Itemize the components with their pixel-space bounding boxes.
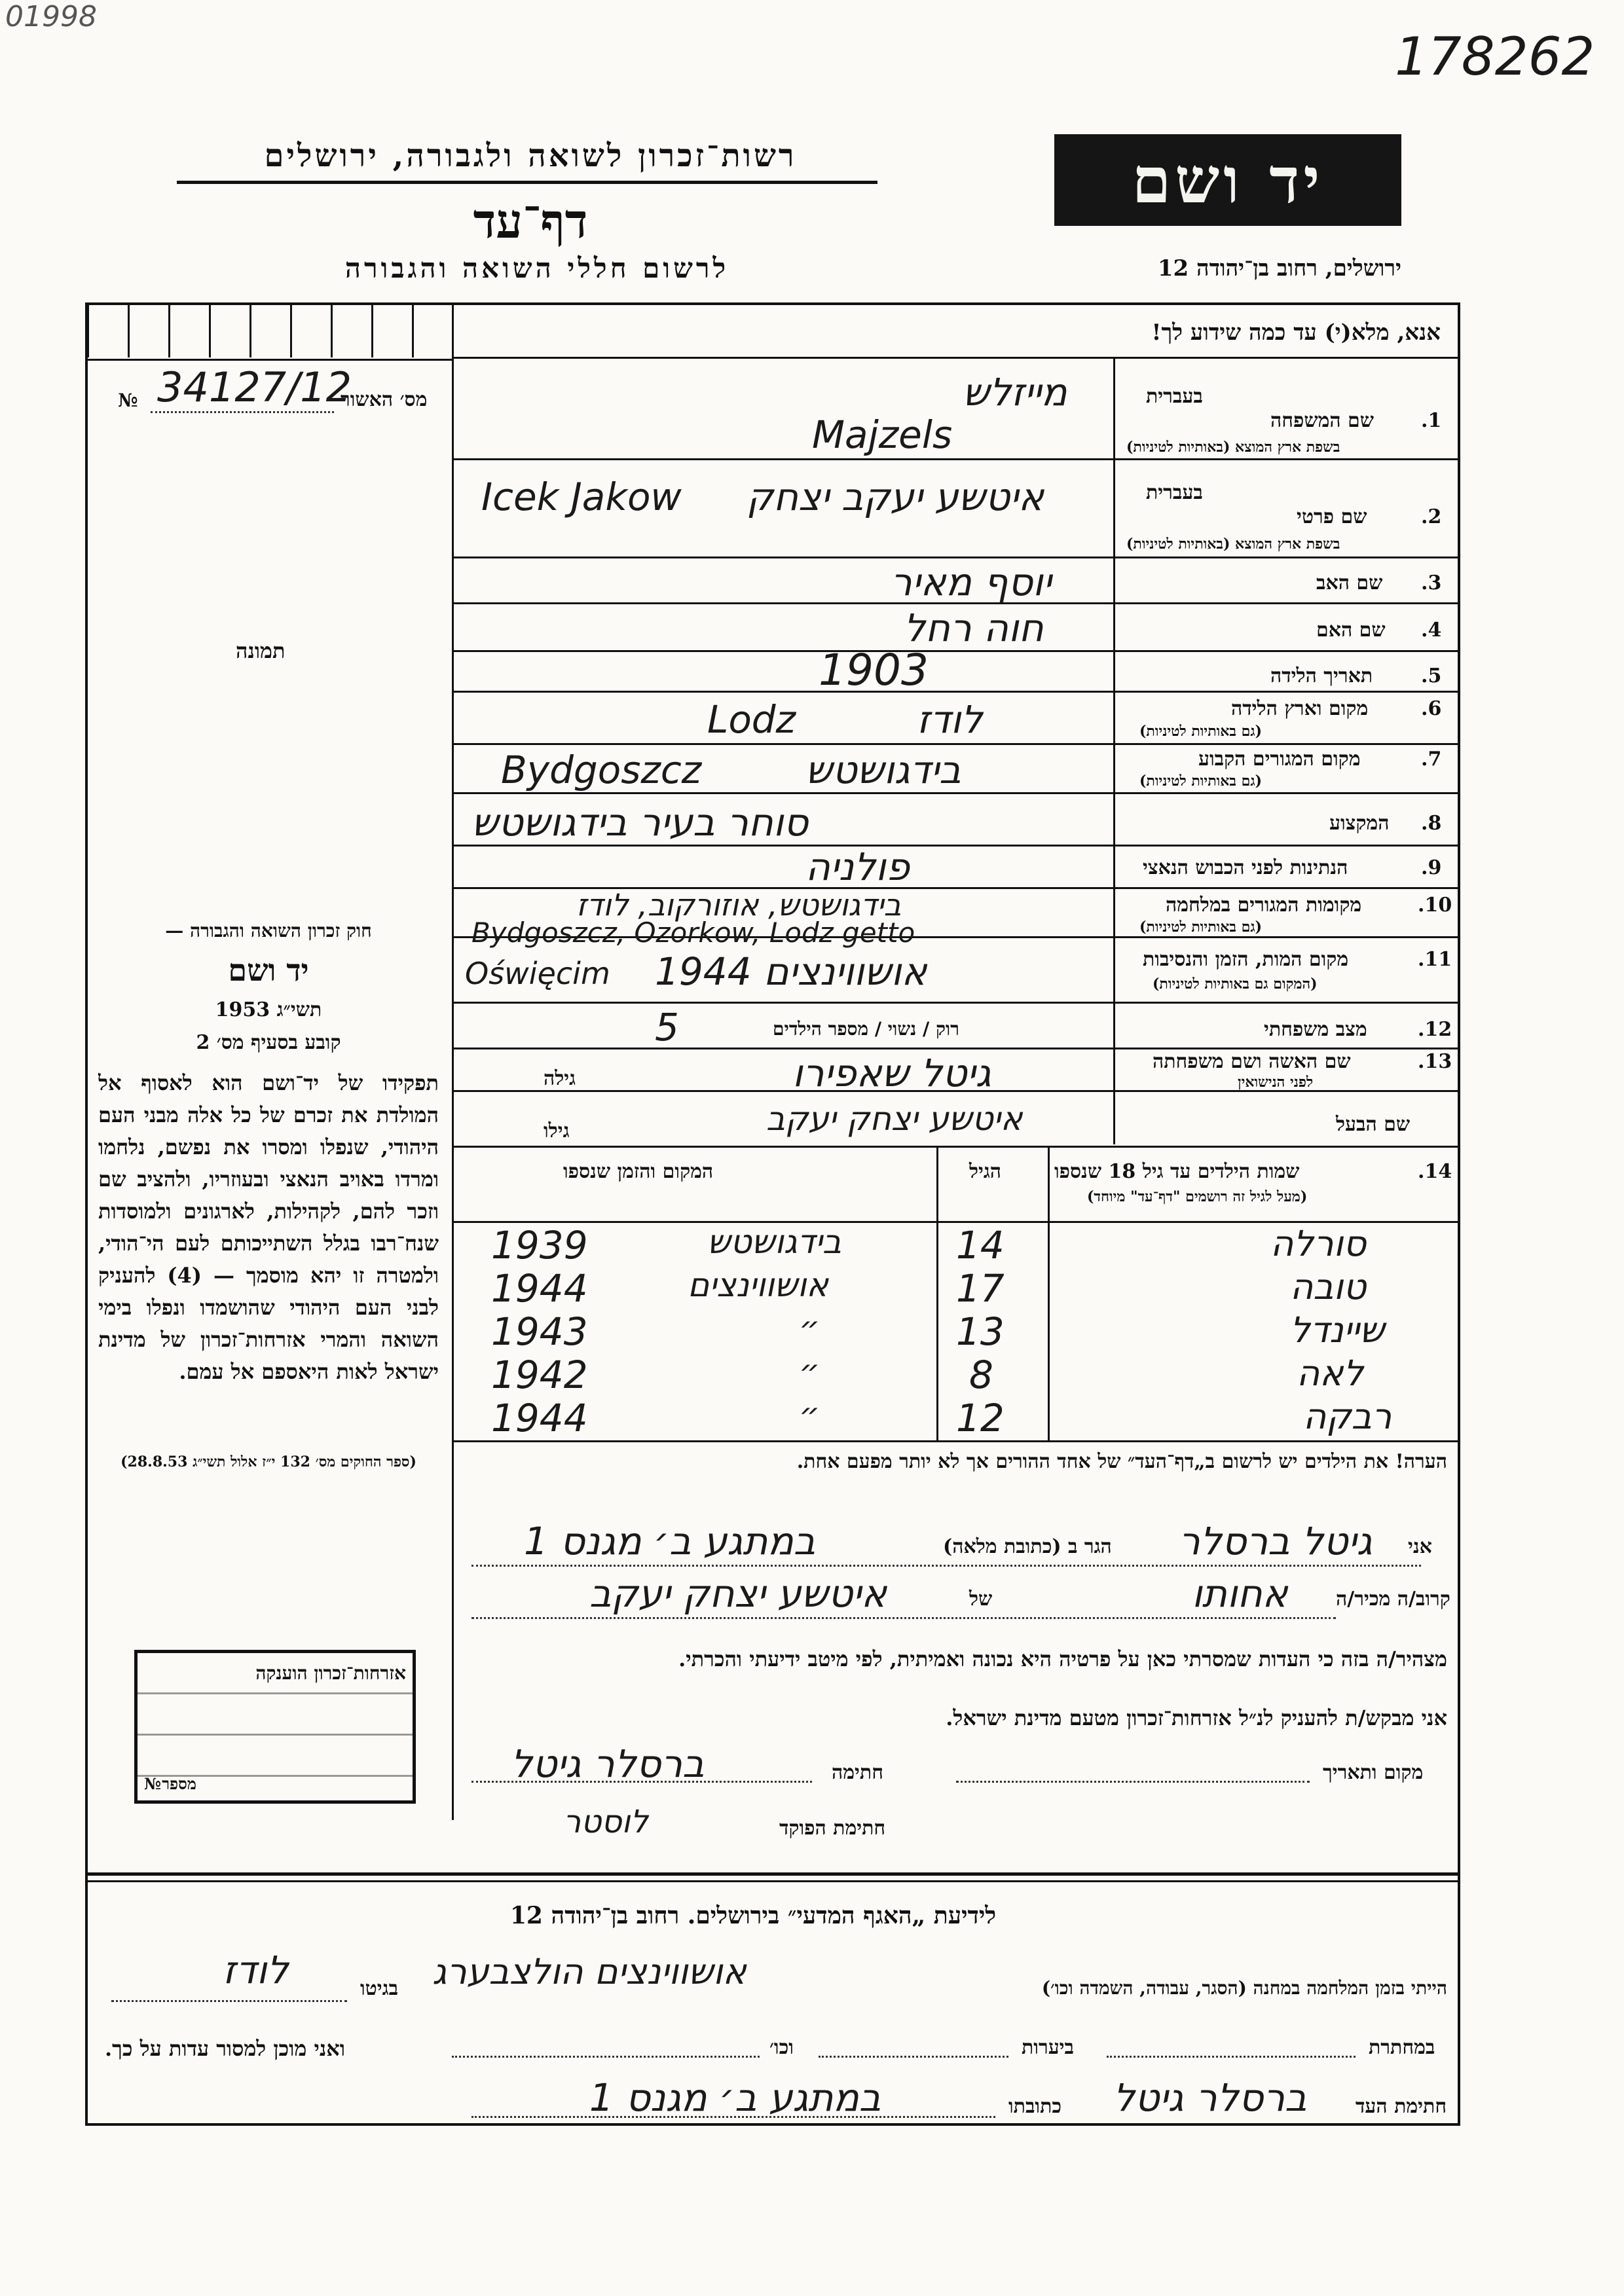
- child-year: 1942: [491, 1353, 588, 1397]
- f1-latin-value: Majzels: [812, 412, 953, 457]
- f1-sub: בשפת ארץ המוצא (באותיות לטיניות): [1126, 439, 1340, 456]
- decl-shel: של: [969, 1588, 993, 1611]
- child-place: ״: [799, 1309, 821, 1347]
- f10-hebrew-value: בידגושטש, אוזורקוב, לודז: [576, 887, 902, 922]
- archive-number-top-left: 01998: [5, 0, 97, 33]
- witness-address-label: כתובתו: [1008, 2095, 1062, 2118]
- f3-num: 3.: [1421, 572, 1442, 594]
- f13-sub: לפני הנישואין: [1238, 1074, 1314, 1091]
- f9-value: פולניה: [805, 845, 910, 889]
- children-note: הערה! את הילדים יש לרשום ב„דף־העד״ של אחד ההורים אך לא יותר מפעם אחת.: [796, 1450, 1447, 1473]
- witness-address: במתגע ב׳ מגנס 1: [589, 2075, 881, 2120]
- org-underline: [177, 181, 877, 184]
- child-age: 12: [956, 1396, 1005, 1440]
- f7-latin-value: Bydgoszcz: [501, 748, 702, 792]
- f12-label: מצב משפחתי: [1264, 1018, 1367, 1041]
- f6-label: מקום וארץ הלידה: [1231, 697, 1369, 720]
- reg-no-symbol: №: [118, 390, 138, 411]
- f10-sub: (גם באותיות לטיניות): [1139, 919, 1263, 936]
- law-year: תשי״ג 1953: [215, 998, 322, 1021]
- child-row: [452, 1309, 1460, 1353]
- witness-sig-label: חתימת העד: [1356, 2095, 1447, 2118]
- f12-num: 12.: [1418, 1018, 1452, 1041]
- child-year: 1944: [491, 1396, 588, 1440]
- left-column-divider: [452, 302, 454, 1820]
- reg-no-value: 34127/12: [157, 363, 352, 411]
- bottom-section-rule: [85, 1872, 1460, 1876]
- bottom-title: לידיעת „האגף המדעי״ בירושלים. רחוב בן־יהודה 12: [509, 1902, 997, 1929]
- address: ירושלים, רחוב בן־יהודה 12: [1157, 255, 1401, 282]
- f2-hebrew-value: איטשע יעקב יצחק: [747, 475, 1044, 519]
- f7-label: מקום המגורים הקבוע: [1198, 748, 1361, 771]
- forests-label: ביערות: [1022, 2036, 1075, 2059]
- f8-num: 8.: [1421, 812, 1442, 835]
- f4-value: חוה רחל: [904, 606, 1044, 650]
- f7-sub: (גם באותיות לטיניות): [1139, 773, 1263, 790]
- decl-relation-label: קרוב/ה מכיר/ה: [1336, 1588, 1450, 1611]
- f9-num: 9.: [1421, 856, 1442, 879]
- decl-officer-label: חתימת הפוקד: [779, 1817, 886, 1840]
- f6-num: 6.: [1421, 697, 1442, 720]
- f7-hebrew-value: בידגושטש: [805, 748, 961, 792]
- org-name: רשות־זכרון לשואה ולגבורה, ירושלים: [264, 137, 797, 174]
- decl-of-whom: איטשע יצחק יעקב: [589, 1571, 887, 1616]
- f1-tag: בעברית: [1146, 385, 1203, 408]
- f13-num: 13.: [1418, 1050, 1452, 1073]
- f6-hebrew-value: לודז: [917, 697, 983, 742]
- f1-num: 1.: [1421, 409, 1442, 432]
- child-age: 14: [956, 1223, 1005, 1267]
- underground-label: במחתרת: [1369, 2036, 1435, 2059]
- decl-relation: אחותו: [1192, 1571, 1288, 1616]
- child-name: סורלה: [1270, 1223, 1367, 1264]
- ghetto-label: בגיטו: [360, 1977, 399, 2000]
- children-heading: שמות הילדים עד גיל 18 שנספו: [1054, 1160, 1300, 1183]
- f10-num: 10.: [1418, 894, 1452, 917]
- child-year: 1943: [491, 1309, 588, 1354]
- decl-residing: הגר ב (כתובת מלאה): [943, 1535, 1112, 1558]
- child-place: בידגושטש: [707, 1223, 841, 1261]
- f2-sub: בשפת ארץ המוצא (באותיות לטיניות): [1126, 536, 1340, 553]
- f5-num: 5.: [1421, 665, 1442, 687]
- decl-signature: ברסלר גיטל: [511, 1741, 705, 1786]
- f11-num: 11.: [1418, 948, 1452, 971]
- label-column-divider: [1113, 359, 1115, 1144]
- f4-num: 4.: [1421, 619, 1442, 642]
- f6-sub: (גם באותיות לטיניות): [1139, 723, 1263, 740]
- law-section: קובע בסעיף מס׳ 2: [196, 1031, 341, 1054]
- logo-text: יד ושם: [1132, 143, 1324, 217]
- f5-value: 1903: [819, 645, 929, 695]
- child-age: 13: [956, 1309, 1005, 1354]
- reg-no-label: מס׳ האשור: [341, 388, 428, 411]
- decl-officer: לוסטר: [563, 1804, 648, 1840]
- top-instruction-rule: [452, 357, 1460, 359]
- ready-text: ואני מוכן למסור עדות על כך.: [105, 2036, 346, 2061]
- form-title: דף־עד: [473, 193, 588, 249]
- law-ref: (ספר החוקים מס׳ 132 י״ז אלול תשי״ג 28.8.53): [120, 1453, 416, 1470]
- f11-hebrew-value: אושווינצים 1944: [655, 949, 927, 994]
- f12-children-count: 5: [655, 1005, 679, 1049]
- f1-hebrew-value: מייזלש: [963, 370, 1067, 414]
- cert-no-symbol: №: [144, 1774, 162, 1793]
- child-name: טובה: [1290, 1266, 1367, 1307]
- tick-strip: [87, 305, 452, 357]
- f13-value: גיטל שאפירו: [792, 1051, 991, 1095]
- child-age: 17: [956, 1266, 1005, 1311]
- husband-value: איטשע יצחק יעקב: [766, 1100, 1023, 1138]
- f6-latin-value: Lodz: [707, 697, 796, 742]
- f8-value: סוחר בעיר בידגושטש: [471, 800, 809, 845]
- f11-latin-value: Oświęcim: [465, 956, 610, 991]
- law-text: תפקידו של יד־ושם הוא לאסוף אל המולדת את זכרם של כל אלה מבני העם היהודי, שנפלו ומסרו את נפשם, נלחמו ומרדו באויב הנאצי ובעוזריו, ולהציב שם וזכר להם, לקהילות, לארגונים ולמוסדות שנח־רבו בגלל השתייכותם לעם הי־הודי, ולמטרה זו יהא מוסמך — (4) להעניק לבני העם היהודי שהושמדו ונפלו בימי השואה והמרי אזרחות־זכרון של מדינת ישראל לאות היאספם אל עמם.: [98, 1070, 439, 1384]
- yad-vashem-logo: [1054, 134, 1401, 226]
- child-year: 1939: [491, 1223, 588, 1267]
- f2-num: 2.: [1421, 505, 1442, 528]
- child-place: אושווינצים: [688, 1266, 828, 1304]
- decl-ani: אני: [1408, 1535, 1432, 1558]
- child-name: לאה: [1297, 1353, 1364, 1394]
- cert-number-label: מספר: [162, 1774, 196, 1793]
- law-name: יד ושם: [228, 953, 309, 988]
- child-place: ״: [799, 1353, 821, 1391]
- photo-label: תמונה: [236, 638, 286, 663]
- instruction-text: אנא, מלא(י) עד כמה שידוע לך!: [1151, 319, 1441, 346]
- f11-sub: (המקום גם באותיות לטיניות): [1153, 975, 1318, 993]
- husband-label: שם הבעל: [1336, 1113, 1411, 1136]
- children-heading-sub: (מעל לגיל זה רושמים "דף־עד" מיוחד): [1087, 1188, 1308, 1205]
- f4-label: שם האם: [1316, 619, 1386, 642]
- f7-num: 7.: [1421, 748, 1442, 771]
- f2-tag: בעברית: [1146, 481, 1203, 504]
- children-num: 14.: [1418, 1160, 1452, 1183]
- decl-name: גיטל ברסלר: [1179, 1519, 1373, 1563]
- col-age-header: הגיל: [969, 1160, 1002, 1183]
- child-place: ״: [799, 1396, 821, 1434]
- decl-place-date-label: מקום ותאריך: [1323, 1761, 1424, 1784]
- child-name: רבקה: [1303, 1396, 1392, 1437]
- f2-label: שם פרטי: [1297, 505, 1367, 528]
- cert-title: אזרחות־זכרון הוענקה: [255, 1662, 406, 1684]
- ghetto-value: לודז: [223, 1948, 289, 1992]
- f13-label: שם האשה ושם משפחתה: [1153, 1050, 1351, 1073]
- col-place-header: המקום והזמן שנספו: [563, 1160, 714, 1183]
- f11-label: מקום המות, הזמן והנסיבות: [1143, 948, 1349, 971]
- archive-number-top-right: 178262: [1395, 26, 1595, 87]
- camp-text: הייתי בזמן המלחמה במחנה (הסגר, עבודה, השמדה וכו׳): [1041, 1977, 1447, 1999]
- f1-label: שם המשפחה: [1270, 409, 1375, 432]
- child-row: [452, 1353, 1460, 1396]
- etc-label: וכו׳: [769, 2036, 794, 2059]
- f3-label: שם האב: [1316, 572, 1383, 594]
- f10-latin-value: Bydgoszcz, Ozorkow, Lodz getto: [471, 917, 915, 949]
- decl-signature-label: חתימה: [832, 1761, 883, 1784]
- decl-address: במתגע ב׳ מגנס 1: [524, 1519, 816, 1563]
- memorial-citizenship-box: [134, 1650, 416, 1804]
- child-name: שיינדל: [1290, 1309, 1385, 1351]
- f8-label: המקצוע: [1329, 812, 1390, 835]
- camp-value: אושווינצים הולצבערג: [432, 1951, 747, 1992]
- f12-options: רוק / נשוי / מספר הילדים: [773, 1018, 959, 1040]
- f9-label: הנתינות לפני הכבוש הנאצי: [1143, 856, 1348, 879]
- husband-age-label: גילו: [544, 1120, 570, 1142]
- child-row: [452, 1266, 1460, 1309]
- f5-label: תאריך הלידה: [1270, 665, 1373, 687]
- form-subtitle: לרשום חללי השואה והגבורה: [344, 252, 729, 284]
- decl-request: אני מבקש/ת להעניק לנ״ל אזרחות־זכרון מטעם מדינת ישראל.: [946, 1705, 1447, 1730]
- f3-value: יוסף מאיר: [891, 560, 1052, 604]
- f2-latin-value: Icek Jakow: [481, 475, 682, 519]
- child-row: [452, 1396, 1460, 1439]
- child-year: 1944: [491, 1266, 588, 1311]
- decl-statement: מצהיר/ה בזה כי העדות שמסרתי כאן על פרטיה היא נכונה ואמיתית, לפי מיטב ידיעתי והכרתי.: [678, 1647, 1447, 1671]
- law-title: חוק זכרון השואה והגבורה —: [165, 920, 372, 941]
- witness-sig: ברסלר גיטל: [1113, 2075, 1307, 2120]
- f13-age-label: גילה: [544, 1067, 576, 1090]
- child-row: [452, 1223, 1460, 1266]
- child-age: 8: [969, 1353, 993, 1397]
- f10-label: מקומות המגורים במלחמה: [1166, 894, 1362, 917]
